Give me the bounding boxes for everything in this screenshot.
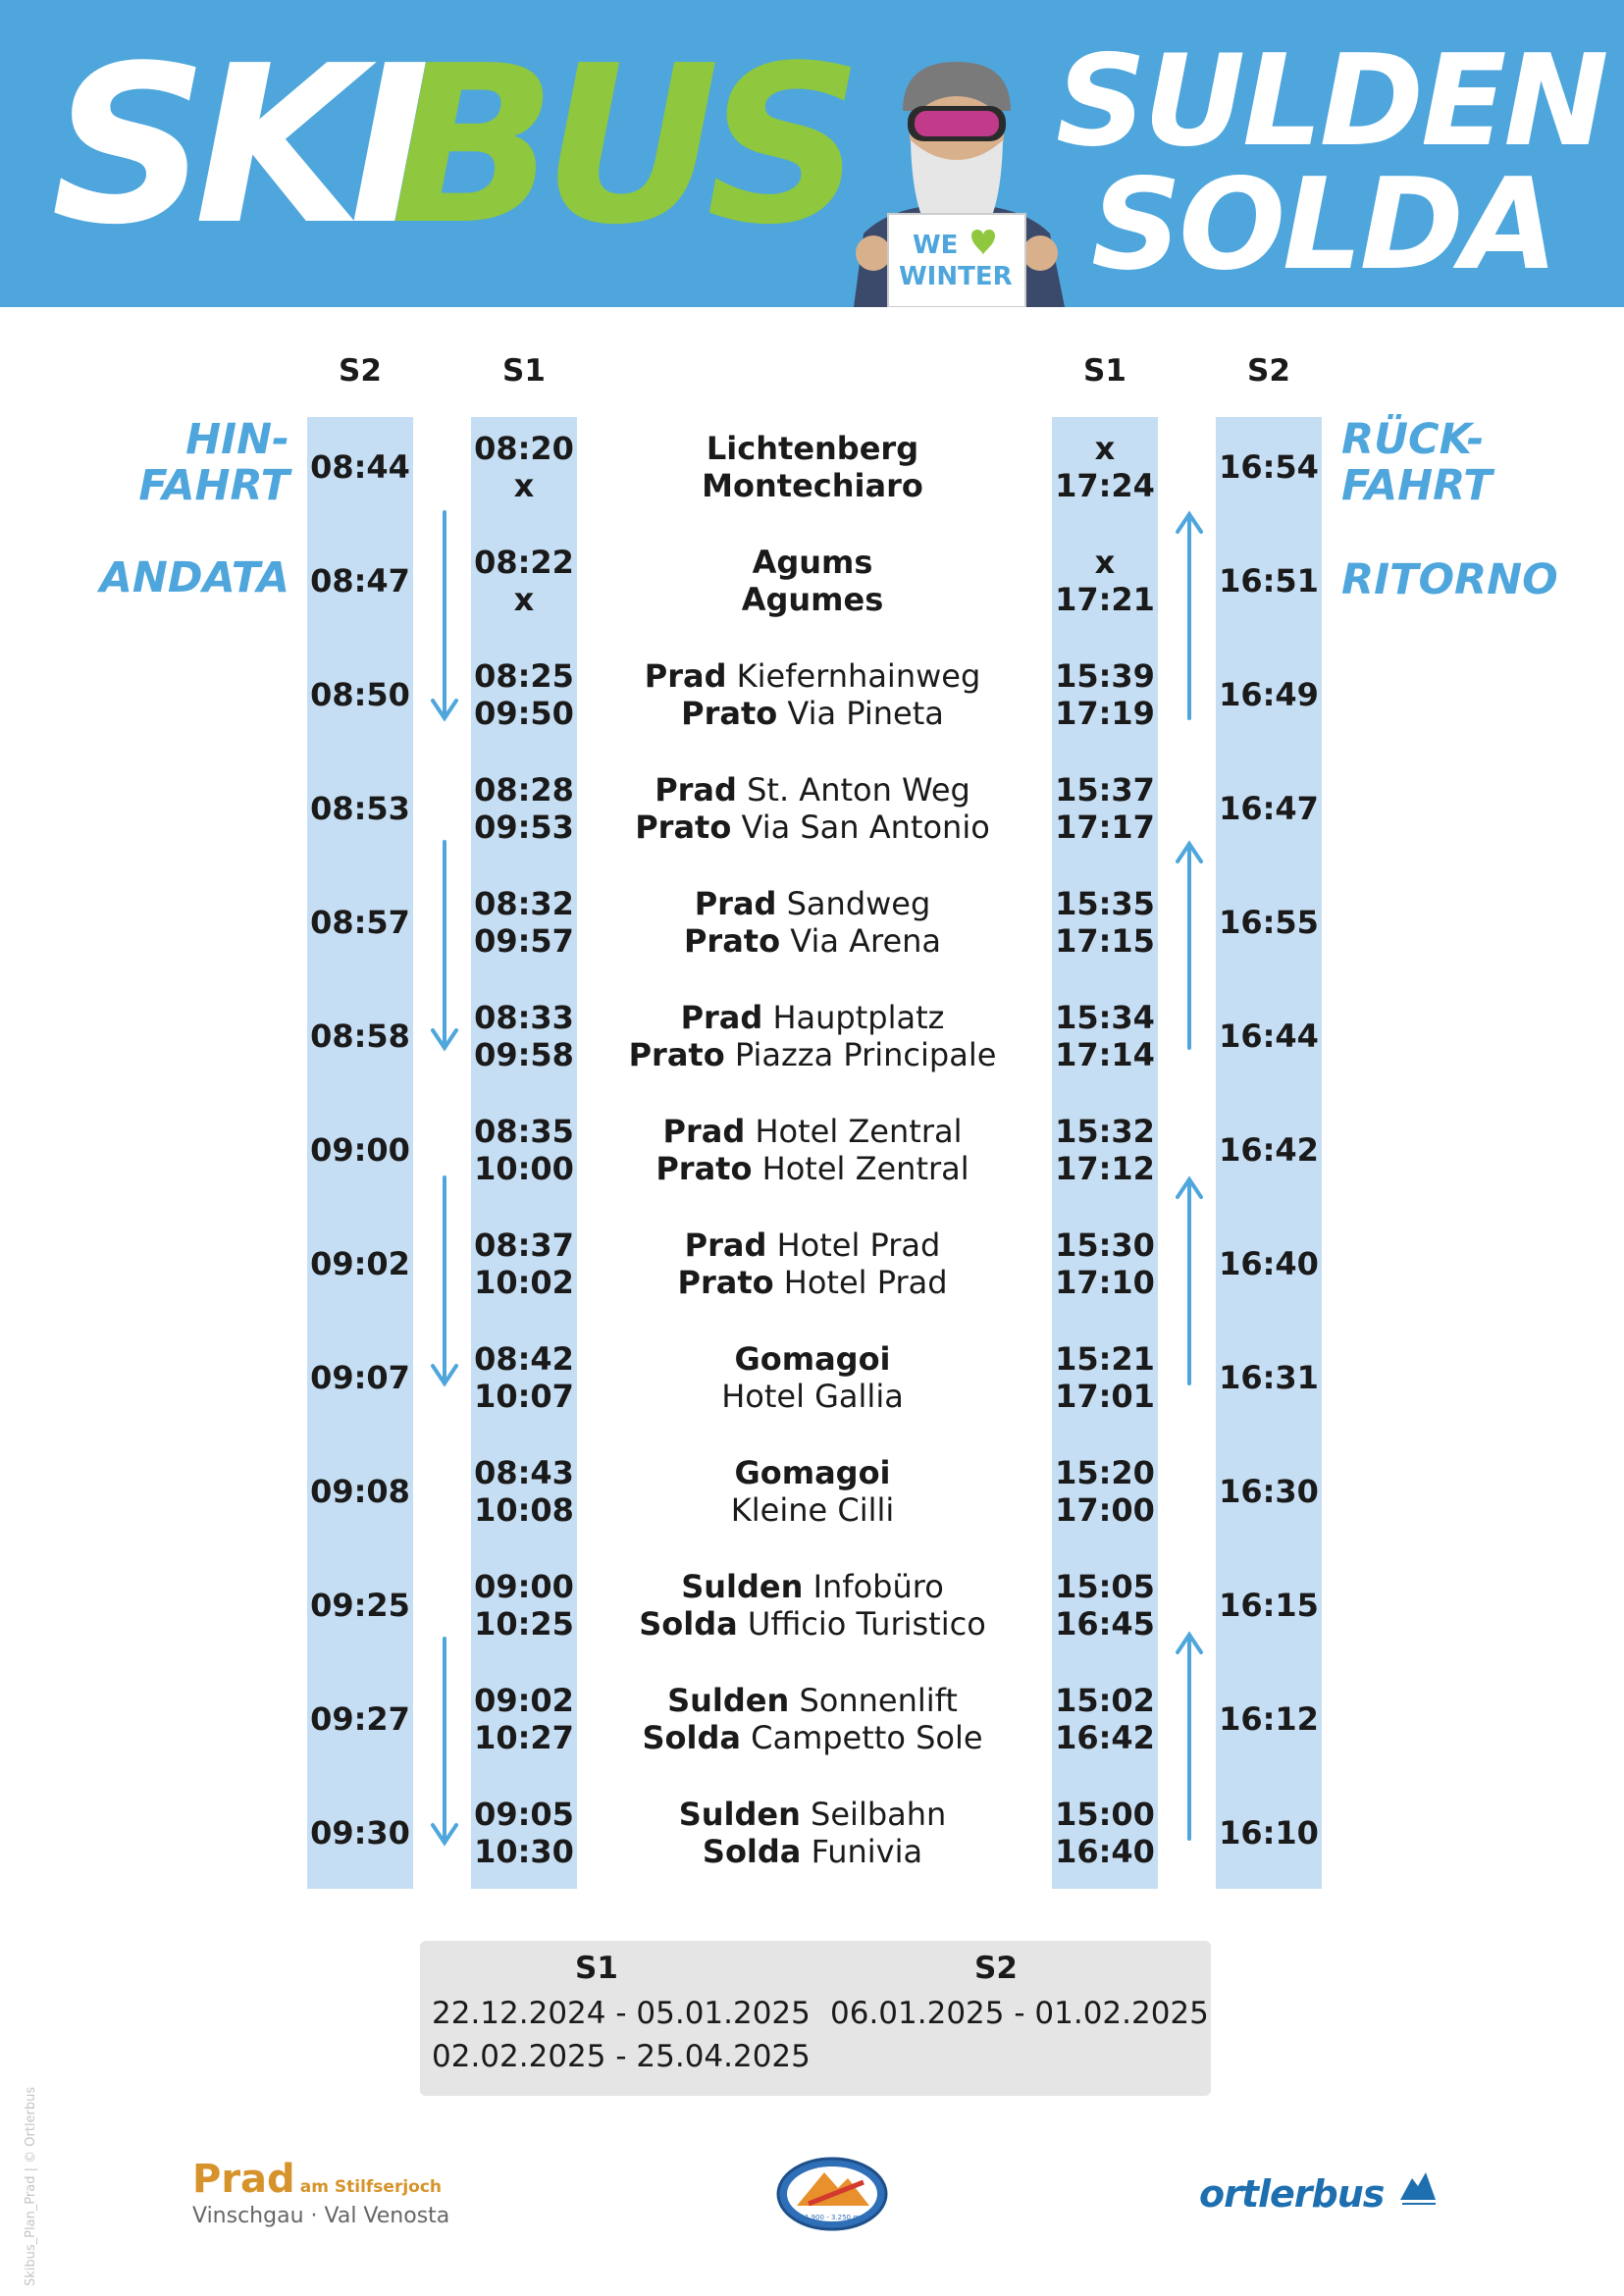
time-value: 09:00 xyxy=(474,1568,574,1605)
time-value: 08:42 xyxy=(474,1340,574,1378)
label-rueck: RÜCK- xyxy=(1341,415,1485,464)
time-s2-return xyxy=(1216,752,1322,865)
time-s2-outbound xyxy=(307,1662,413,1776)
time-s2-return xyxy=(1216,1662,1322,1776)
time-s1-outbound xyxy=(471,1321,577,1435)
time-value: 16:54 xyxy=(1219,448,1319,486)
table-row xyxy=(0,1093,1624,1207)
time-s2-outbound xyxy=(307,638,413,752)
time-value: 09:58 xyxy=(474,1036,574,1073)
table-row xyxy=(0,979,1624,1093)
time-s2-return xyxy=(1216,1548,1322,1662)
time-value: 17:12 xyxy=(1055,1150,1155,1187)
time-value: 16:40 xyxy=(1219,1245,1319,1282)
time-s1-outbound xyxy=(471,752,577,865)
time-value: 16:42 xyxy=(1219,1131,1319,1169)
time-value: 15:02 xyxy=(1055,1682,1155,1719)
time-value: 10:08 xyxy=(474,1491,574,1529)
time-s2-return xyxy=(1216,1776,1322,1890)
time-value: 09:08 xyxy=(310,1473,410,1510)
time-value: 10:00 xyxy=(474,1150,574,1187)
time-value: 16:42 xyxy=(1055,1719,1155,1756)
time-s2-return xyxy=(1216,1207,1322,1321)
stop-name xyxy=(589,752,1036,865)
time-value: 09:00 xyxy=(310,1131,410,1169)
time-value: 16:47 xyxy=(1219,790,1319,827)
table-row xyxy=(0,1548,1624,1662)
time-value: x xyxy=(1094,430,1116,467)
stop-name-german: Sulden Sonnenlift xyxy=(667,1682,958,1719)
time-s1-return xyxy=(1052,1207,1158,1321)
table-row xyxy=(0,1776,1624,1890)
stop-name-german: Prad Hauptplatz xyxy=(680,999,945,1036)
direction-label-outbound-it: ANDATA xyxy=(99,553,289,602)
emblem-altitude-text: 1.900 - 3.250 m xyxy=(804,2214,861,2221)
stop-name-german: Prad Hotel Prad xyxy=(684,1226,941,1264)
time-s1-return xyxy=(1052,1776,1158,1890)
time-s1-outbound xyxy=(471,1548,577,1662)
column-header-s2-outbound: S2 xyxy=(339,353,382,389)
season-s2-period: 06.01.2025 - 01.02.2025 xyxy=(830,1996,1209,2031)
time-value: 17:21 xyxy=(1055,581,1155,618)
time-value: 08:44 xyxy=(310,448,410,486)
time-s1-outbound xyxy=(471,1093,577,1207)
stop-name-italian: Prato Via San Antonio xyxy=(635,809,990,846)
time-s2-return xyxy=(1216,979,1322,1093)
time-value: 08:37 xyxy=(474,1226,574,1264)
stop-name-german: Agums xyxy=(752,544,873,581)
time-value: 15:20 xyxy=(1055,1454,1155,1491)
column-header-s1-outbound: S1 xyxy=(502,353,546,389)
stop-name-italian: Solda Ufficio Turistico xyxy=(639,1605,986,1643)
time-value: 15:37 xyxy=(1055,771,1155,809)
time-value: 08:58 xyxy=(310,1018,410,1055)
sign-we-text: WE xyxy=(913,231,959,260)
stop-name-german: Sulden Infobüro xyxy=(681,1568,944,1605)
time-value: 09:05 xyxy=(474,1796,574,1833)
time-s1-outbound xyxy=(471,638,577,752)
stop-name-german: Lichtenberg xyxy=(706,430,919,467)
time-s1-return xyxy=(1052,1662,1158,1776)
time-s1-return xyxy=(1052,1321,1158,1435)
stop-name-italian: Prato Via Pineta xyxy=(681,695,944,732)
time-s2-return xyxy=(1216,638,1322,752)
logo-bus-text: BUS xyxy=(391,20,850,273)
time-value: x xyxy=(513,467,535,504)
time-value: 08:43 xyxy=(474,1454,574,1491)
time-s2-return xyxy=(1216,524,1322,638)
table-row xyxy=(0,752,1624,865)
time-value: 10:25 xyxy=(474,1605,574,1643)
logo-ski-text: SKI xyxy=(51,20,417,273)
stop-name-german: Sulden Seilbahn xyxy=(678,1796,947,1833)
time-value: 09:57 xyxy=(474,922,574,960)
time-value: 16:44 xyxy=(1219,1018,1319,1055)
table-row xyxy=(0,638,1624,752)
time-s2-outbound xyxy=(307,410,413,524)
stop-name-italian: Montechiaro xyxy=(702,467,923,504)
time-s1-return xyxy=(1052,1435,1158,1548)
time-value: 08:35 xyxy=(474,1113,574,1150)
stop-name xyxy=(589,1093,1036,1207)
time-value: 15:30 xyxy=(1055,1226,1155,1264)
time-value: x xyxy=(513,581,535,618)
time-value: 09:07 xyxy=(310,1359,410,1396)
stop-name-italian: Agumes xyxy=(741,581,884,618)
time-value: 08:47 xyxy=(310,562,410,600)
time-s1-return xyxy=(1052,1548,1158,1662)
time-s2-outbound xyxy=(307,865,413,979)
time-value: 09:02 xyxy=(310,1245,410,1282)
time-value: 16:45 xyxy=(1055,1605,1155,1643)
time-value: 17:10 xyxy=(1055,1264,1155,1301)
stop-name-italian: Hotel Gallia xyxy=(721,1378,904,1415)
prad-logo xyxy=(192,2157,449,2228)
stop-name xyxy=(589,865,1036,979)
time-s1-outbound xyxy=(471,524,577,638)
sign-winter-text: WINTER xyxy=(899,262,1013,291)
time-value: 08:33 xyxy=(474,999,574,1036)
time-value: 08:53 xyxy=(310,790,410,827)
time-s2-outbound xyxy=(307,979,413,1093)
stop-name-italian: Solda Campetto Sole xyxy=(642,1719,983,1756)
time-s2-return xyxy=(1216,865,1322,979)
time-value: 15:21 xyxy=(1055,1340,1155,1378)
ortlerbus-logo-text: ortlerbus xyxy=(1199,2172,1385,2216)
time-value: 16:30 xyxy=(1219,1473,1319,1510)
stop-name xyxy=(589,1776,1036,1890)
stop-name-german: Prad Sandweg xyxy=(694,885,931,922)
stop-name xyxy=(589,1321,1036,1435)
time-s2-return xyxy=(1216,410,1322,524)
time-value: 08:20 xyxy=(474,430,574,467)
time-value: 10:07 xyxy=(474,1378,574,1415)
time-value: 08:22 xyxy=(474,544,574,581)
stop-name-italian: Prato Hotel Zentral xyxy=(655,1150,969,1187)
time-s2-return xyxy=(1216,1321,1322,1435)
time-value: 08:50 xyxy=(310,676,410,713)
stop-name-german: Prad Hotel Zentral xyxy=(662,1113,963,1150)
stop-name xyxy=(589,1435,1036,1548)
time-value: 15:32 xyxy=(1055,1113,1155,1150)
time-value: 10:27 xyxy=(474,1719,574,1756)
table-row xyxy=(0,1207,1624,1321)
time-s1-outbound xyxy=(471,1662,577,1776)
time-value: 17:17 xyxy=(1055,809,1155,846)
time-value: 10:02 xyxy=(474,1264,574,1301)
table-row xyxy=(0,1321,1624,1435)
time-s2-outbound xyxy=(307,1321,413,1435)
time-value: 16:10 xyxy=(1219,1814,1319,1852)
stop-name-italian: Solda Funivia xyxy=(702,1833,923,1870)
time-value: 15:34 xyxy=(1055,999,1155,1036)
time-value: 16:55 xyxy=(1219,904,1319,941)
time-s1-return xyxy=(1052,1093,1158,1207)
table-row xyxy=(0,524,1624,638)
time-value: x xyxy=(1094,544,1116,581)
stop-name-italian: Prato Via Arena xyxy=(683,922,942,960)
time-value: 08:32 xyxy=(474,885,574,922)
label-fahrt: FAHRT xyxy=(138,461,289,510)
time-value: 17:00 xyxy=(1055,1491,1155,1529)
time-value: 10:30 xyxy=(474,1833,574,1870)
season-s1-period: 22.12.2024 - 05.01.2025 xyxy=(432,1996,811,2031)
time-s2-outbound xyxy=(307,1776,413,1890)
prad-region: Vinschgau · Val Venosta xyxy=(192,2204,450,2228)
stop-name xyxy=(589,638,1036,752)
ski-area-emblem xyxy=(775,2155,889,2233)
prad-suffix: am Stilfserjoch xyxy=(299,2177,443,2197)
time-s2-outbound xyxy=(307,1207,413,1321)
stop-name-german: Gomagoi xyxy=(734,1340,891,1378)
time-s1-return xyxy=(1052,410,1158,524)
time-s1-outbound xyxy=(471,1776,577,1890)
season-s1-period: 02.02.2025 - 25.04.2025 xyxy=(432,2039,811,2074)
season-s2-label: S2 xyxy=(974,1951,1018,1986)
time-s2-outbound xyxy=(307,524,413,638)
time-value: 09:53 xyxy=(474,809,574,846)
season-s1-label: S1 xyxy=(575,1951,618,1986)
time-value: 17:14 xyxy=(1055,1036,1155,1073)
time-s1-outbound xyxy=(471,979,577,1093)
time-value: 17:15 xyxy=(1055,922,1155,960)
time-value: 08:28 xyxy=(474,771,574,809)
stop-name xyxy=(589,1662,1036,1776)
time-value: 15:35 xyxy=(1055,885,1155,922)
time-s1-return xyxy=(1052,524,1158,638)
prad-name: Prad xyxy=(192,2157,295,2202)
stop-name-german: Gomagoi xyxy=(734,1454,891,1491)
stop-name xyxy=(589,410,1036,524)
stop-name-german: Prad St. Anton Weg xyxy=(655,771,970,809)
time-value: 09:25 xyxy=(310,1587,410,1624)
time-s2-return xyxy=(1216,1435,1322,1548)
side-credit-text: Skibus_Plan_Prad | © Ortlerbus xyxy=(24,2086,38,2286)
time-s2-outbound xyxy=(307,1435,413,1548)
time-s1-return xyxy=(1052,638,1158,752)
stop-name-italian: Prato Piazza Principale xyxy=(628,1036,997,1073)
stop-name-german: Prad Kiefernhainweg xyxy=(644,657,981,695)
table-row xyxy=(0,410,1624,524)
town-name-italian: SOLDA xyxy=(1091,152,1555,298)
direction-label-return-it: RITORNO xyxy=(1341,555,1558,604)
time-value: 16:31 xyxy=(1219,1359,1319,1396)
town-name-german: SULDEN xyxy=(1056,28,1606,175)
time-value: 09:27 xyxy=(310,1700,410,1738)
time-value: 16:40 xyxy=(1055,1833,1155,1870)
time-s1-outbound xyxy=(471,1207,577,1321)
time-s1-outbound xyxy=(471,410,577,524)
column-header-s1-return: S1 xyxy=(1083,353,1126,389)
time-value: 16:49 xyxy=(1219,676,1319,713)
stop-name xyxy=(589,979,1036,1093)
time-s1-return xyxy=(1052,979,1158,1093)
stop-name xyxy=(589,524,1036,638)
time-value: 17:19 xyxy=(1055,695,1155,732)
stop-name-italian: Kleine Cilli xyxy=(730,1491,895,1529)
stop-name xyxy=(589,1548,1036,1662)
time-value: 16:15 xyxy=(1219,1587,1319,1624)
season-legend xyxy=(420,1941,1211,2096)
column-header-s2-return: S2 xyxy=(1247,353,1290,389)
stop-name-italian: Prato Hotel Prad xyxy=(677,1264,948,1301)
time-s1-outbound xyxy=(471,1435,577,1548)
time-value: 15:00 xyxy=(1055,1796,1155,1833)
time-value: 09:30 xyxy=(310,1814,410,1852)
time-value: 09:02 xyxy=(474,1682,574,1719)
time-value: 09:50 xyxy=(474,695,574,732)
time-s2-outbound xyxy=(307,1093,413,1207)
time-s1-return xyxy=(1052,865,1158,979)
time-value: 15:05 xyxy=(1055,1568,1155,1605)
time-value: 16:51 xyxy=(1219,562,1319,600)
time-value: 17:01 xyxy=(1055,1378,1155,1415)
time-value: 08:57 xyxy=(310,904,410,941)
time-s1-return xyxy=(1052,752,1158,865)
label-fahrt-return: FAHRT xyxy=(1341,461,1493,510)
table-row xyxy=(0,865,1624,979)
time-value: 08:25 xyxy=(474,657,574,695)
time-s2-outbound xyxy=(307,752,413,865)
stop-name xyxy=(589,1207,1036,1321)
time-s2-outbound xyxy=(307,1548,413,1662)
mountain-icon xyxy=(1398,2166,1438,2206)
time-value: 15:39 xyxy=(1055,657,1155,695)
label-hin: HIN- xyxy=(185,415,289,464)
table-row xyxy=(0,1435,1624,1548)
time-s1-outbound xyxy=(471,865,577,979)
table-row xyxy=(0,1662,1624,1776)
time-s2-return xyxy=(1216,1093,1322,1207)
time-value: 16:12 xyxy=(1219,1700,1319,1738)
time-value: 17:24 xyxy=(1055,467,1155,504)
